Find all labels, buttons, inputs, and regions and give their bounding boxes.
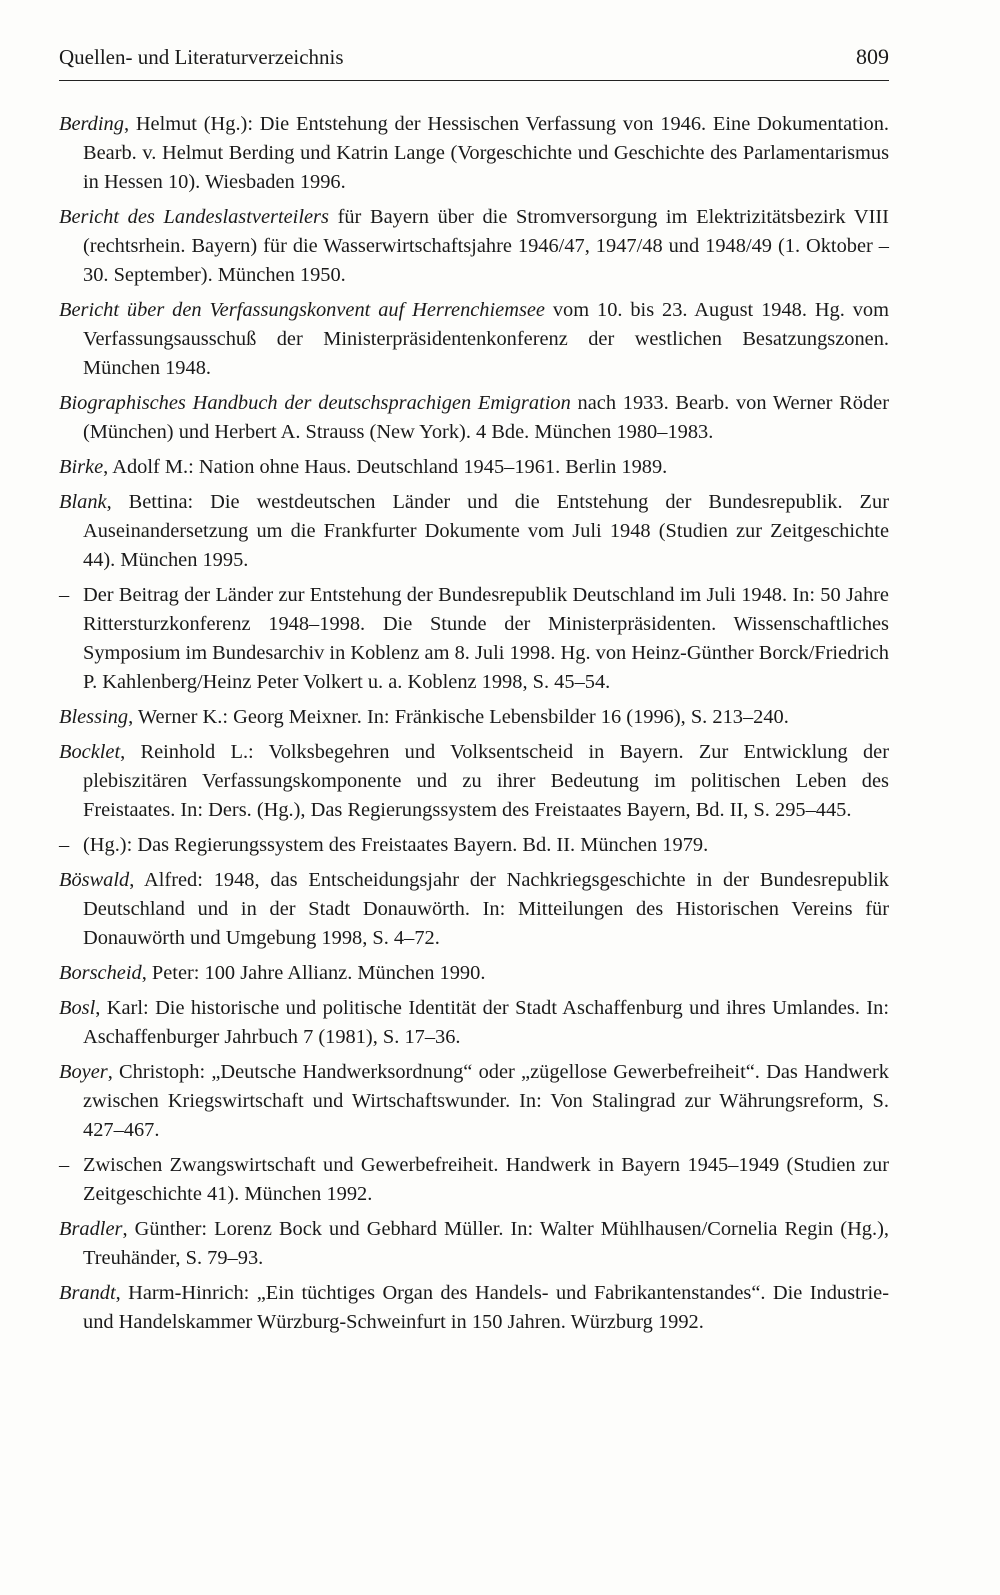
running-header	[59, 44, 889, 78]
entry-text: , Helmut (Hg.): Die Entstehung der Hessischen Verfassung von 1946. Eine Dokumentation. Bearb. v. Helmut Berding und Katrin Lange (Vorgeschichte und Geschichte des Parlamentarismus in Hessen 10). Wiesbaden 1996.	[83, 113, 889, 193]
entry-author: Biographisches Handbuch der deutschsprachigen Emigration	[59, 392, 571, 414]
entry-text: , Harm-Hinrich: „Ein tüchtiges Organ des Handels- und Fabrikantenstandes“. Die Industrie- und Handelskammer Würzburg-Schweinfurt in 150 Jahren. Würzburg 1992.	[83, 1282, 889, 1333]
bibliography-entry	[59, 703, 889, 732]
bibliography-entry-continuation	[59, 581, 889, 697]
entry-author: Blank	[59, 491, 107, 513]
bibliography-entry	[59, 1279, 889, 1337]
entry-text: , Günther: Lorenz Bock und Gebhard Müller. In: Walter Mühlhausen/Cornelia Regin (Hg.), Treuhänder, S. 79–93.	[83, 1218, 889, 1269]
entry-author: Blessing	[59, 706, 129, 728]
entry-author: Bocklet	[59, 741, 121, 763]
entry-text: für Bayern über die Stromversorgung im Elektrizitätsbezirk VIII (rechtsrhein. Bayern) für die Wasserwirtschaftsjahre 1946/47, 1947/48 und 1948/49 (1. Oktober – 30. September). München 1950.	[83, 206, 889, 286]
bibliography-entry	[59, 453, 889, 482]
bibliography-entry	[59, 389, 889, 447]
bibliography-list	[59, 110, 889, 1343]
bibliography-entry-continuation	[59, 831, 889, 860]
entry-text: , Adolf M.: Nation ohne Haus. Deutschland 1945–1961. Berlin 1989.	[103, 456, 668, 478]
entry-text: vom 10. bis 23. August 1948. Hg. vom Verfassungsausschuß der Ministerpräsidentenkonferenz der westlichen Besatzungszonen. München 1948.	[83, 299, 889, 379]
bibliography-entry	[59, 203, 889, 290]
entry-author: Boyer	[59, 1061, 108, 1083]
entry-text: , Bettina: Die westdeutschen Länder und die Entstehung der Bundesrepublik. Zur Auseinandersetzung um die Frankfurter Dokumente vom Juli 1948 (Studien zur Zeitgeschichte 44). München 1995.	[83, 491, 889, 571]
bibliography-entry	[59, 738, 889, 825]
entry-text: Der Beitrag der Länder zur Entstehung der Bundesrepublik Deutschland im Juli 1948. In: 50 Jahre Rittersturzkonferenz 1948–1998. Die Stunde der Ministerpräsidenten. Wissenschaftliches Symposium im Bundesarchiv in Koblenz am 8. Juli 1998. Hg. von Heinz-Günther Borck/Friedrich P. Kahlenberg/Heinz Peter Volkert u. a. Koblenz 1998, S. 45–54.	[83, 584, 889, 693]
bibliography-entry	[59, 110, 889, 197]
bibliography-entry	[59, 488, 889, 575]
entry-text: , Karl: Die historische und politische Identität der Stadt Aschaffenburg und ihres Umlandes. In: Aschaffenburger Jahrbuch 7 (1981), S. 17–36.	[83, 997, 889, 1048]
entry-author: Berding	[59, 113, 124, 135]
ditto-dash: –	[59, 584, 70, 606]
bibliography-entry	[59, 994, 889, 1052]
bibliography-entry-continuation	[59, 1151, 889, 1209]
bibliography-entry	[59, 1058, 889, 1145]
running-header-title: Quellen- und Literaturverzeichnis	[59, 45, 344, 69]
entry-author: Böswald	[59, 869, 130, 891]
entry-author: Borscheid	[59, 962, 142, 984]
entry-author: Bradler	[59, 1218, 123, 1240]
entry-text: , Christoph: „Deutsche Handwerksordnung“ oder „zügellose Gewerbefreiheit“. Das Handwerk zwischen Kriegswirtschaft und Wirtschaftswunder. In: Von Stalingrad zur Währungsreform, S. 427–467.	[83, 1061, 889, 1141]
entry-text: , Reinhold L.: Volksbegehren und Volksentscheid in Bayern. Zur Entwicklung der plebiszitären Verfassungskomponente und zu ihrer Bedeutung im politischen Leben des Freistaates. In: Ders. (Hg.), Das Regierungssystem des Freistaates Bayern, Bd. II, S. 295–445.	[83, 741, 889, 821]
entry-text: nach 1933. Bearb. von Werner Röder (München) und Herbert A. Strauss (New York). 4 Bde. München 1980–1983.	[83, 392, 889, 443]
entry-author: Bericht des Landeslastverteilers	[59, 206, 329, 228]
entry-text: , Alfred: 1948, das Entscheidungsjahr der Nachkriegsgeschichte in der Bundesrepublik Deutschland und in der Stadt Donauwörth. In: Mitteilungen des Historischen Vereins für Donauwörth und Umgebung 1998, S. 4–72.	[83, 869, 889, 949]
entry-text: Zwischen Zwangswirtschaft und Gewerbefreiheit. Handwerk in Bayern 1945–1949 (Studien zur Zeitgeschichte 41). München 1992.	[83, 1154, 889, 1205]
ditto-dash: –	[59, 834, 70, 856]
entry-author: Brandt	[59, 1282, 116, 1304]
bibliography-entry	[59, 296, 889, 383]
bibliography-entry	[59, 959, 889, 988]
entry-text: (Hg.): Das Regierungssystem des Freistaates Bayern. Bd. II. München 1979.	[83, 834, 709, 856]
entry-author: Bericht über den Verfassungskonvent auf Herrenchiemsee	[59, 299, 545, 321]
bibliography-entry	[59, 1215, 889, 1273]
entry-author: Birke	[59, 456, 104, 478]
header-rule	[59, 80, 889, 81]
bibliography-entry	[59, 866, 889, 953]
ditto-dash: –	[59, 1154, 70, 1176]
entry-text: , Peter: 100 Jahre Allianz. München 1990.	[141, 962, 486, 984]
page-number: 809	[856, 44, 889, 69]
entry-text: , Werner K.: Georg Meixner. In: Fränkische Lebensbilder 16 (1996), S. 213–240.	[128, 706, 789, 728]
entry-author: Bosl	[59, 997, 96, 1019]
